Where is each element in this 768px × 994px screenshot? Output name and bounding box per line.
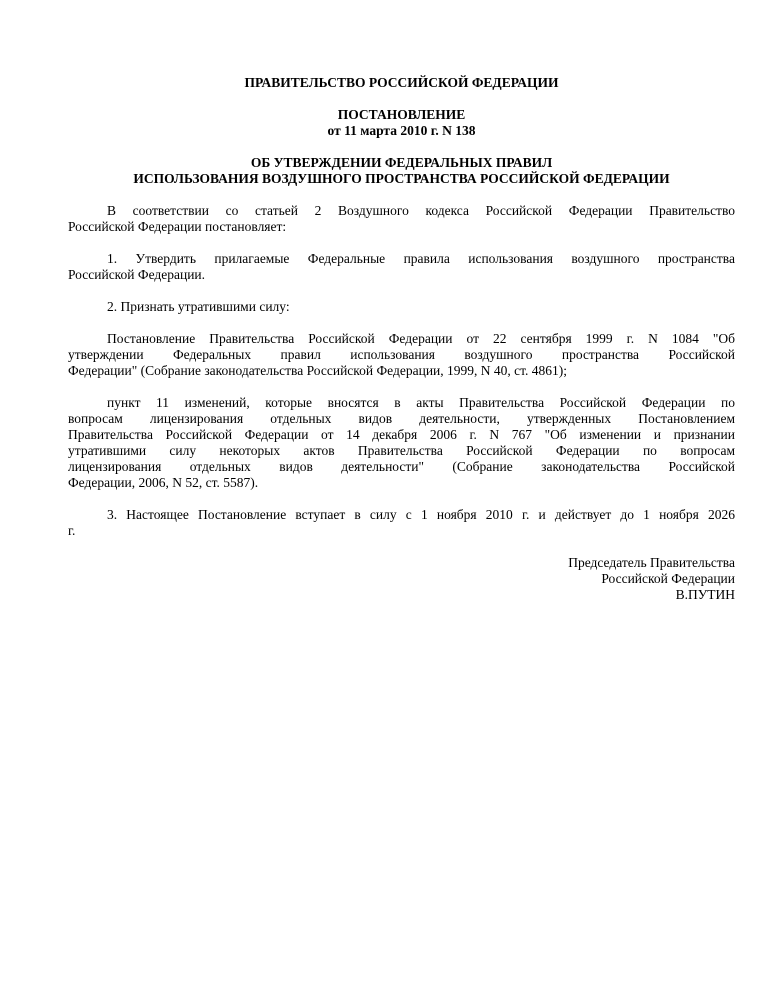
signature-block: [68, 555, 735, 603]
spacer: [68, 187, 735, 203]
paragraph-line: г.: [68, 523, 76, 538]
spacer: [68, 91, 735, 107]
paragraph-line: 3. Настоящее Постановление вступает в силу с 1 ноября 2010 г. и действует до 1 ноября 2026: [107, 507, 735, 522]
paragraph: [68, 507, 735, 539]
paragraph: [68, 299, 735, 315]
doc-title-line1: ОБ УТВЕРЖДЕНИИ ФЕДЕРАЛЬНЫХ ПРАВИЛ: [250, 155, 553, 170]
spacer: [68, 139, 735, 155]
paragraph-line: Федерации, 2006, N 52, ст. 5587).: [68, 475, 259, 490]
paragraph-line: Федерации" (Собрание законодательства Российской Федерации, 1999, N 40, ст. 4861);: [68, 363, 568, 378]
paragraph: [68, 395, 735, 491]
paragraph: [68, 331, 735, 379]
paragraph-line: Российской Федерации постановляет:: [68, 219, 287, 234]
paragraph-line: утверждении Федеральных правил использования воздушного пространства Российской: [68, 347, 735, 362]
paragraph-line: утратившими силу некоторых актов Правительства Российской Федерации по вопросам: [68, 443, 735, 458]
paragraph: [68, 251, 735, 283]
paragraph-line: Российской Федерации.: [68, 267, 206, 282]
paragraph-line: вопросам лицензирования отдельных видов деятельности, утвержденных Постановлением: [68, 411, 735, 426]
document-body: [68, 203, 735, 539]
paragraph-line: пункт 11 изменений, которые вносятся в акты Правительства Российской Федерации по: [107, 395, 735, 410]
doc-date-number: от 11 марта 2010 г. N 138: [327, 123, 476, 138]
signature-position-line1: Председатель Правительства: [568, 555, 735, 570]
paragraph-line: Правительства Российской Федерации от 14 декабря 2006 г. N 767 "Об изменении и признании: [68, 427, 735, 442]
paragraph-line: В соответствии со статьей 2 Воздушного кодекса Российской Федерации Правительство: [107, 203, 735, 218]
paragraph: [68, 203, 735, 235]
paragraph-line: лицензирования отдельных видов деятельности" (Собрание законодательства Российской: [68, 459, 735, 474]
org-name: ПРАВИТЕЛЬСТВО РОССИЙСКОЙ ФЕДЕРАЦИИ: [244, 75, 559, 90]
signature-position-line2: Российской Федерации: [601, 571, 735, 586]
paragraph-line: 1. Утвердить прилагаемые Федеральные правила использования воздушного пространства: [107, 251, 735, 266]
doc-type: ПОСТАНОВЛЕНИЕ: [337, 107, 466, 122]
doc-title-line2: ИСПОЛЬЗОВАНИЯ ВОЗДУШНОГО ПРОСТРАНСТВА РОССИЙСКОЙ ФЕДЕРАЦИИ: [133, 171, 670, 186]
paragraph-line: 2. Признать утратившими силу:: [107, 299, 290, 314]
paragraph-line: Постановление Правительства Российской Федерации от 22 сентября 1999 г. N 1084 "Об: [107, 331, 735, 346]
signature-name: В.ПУТИН: [675, 587, 735, 602]
